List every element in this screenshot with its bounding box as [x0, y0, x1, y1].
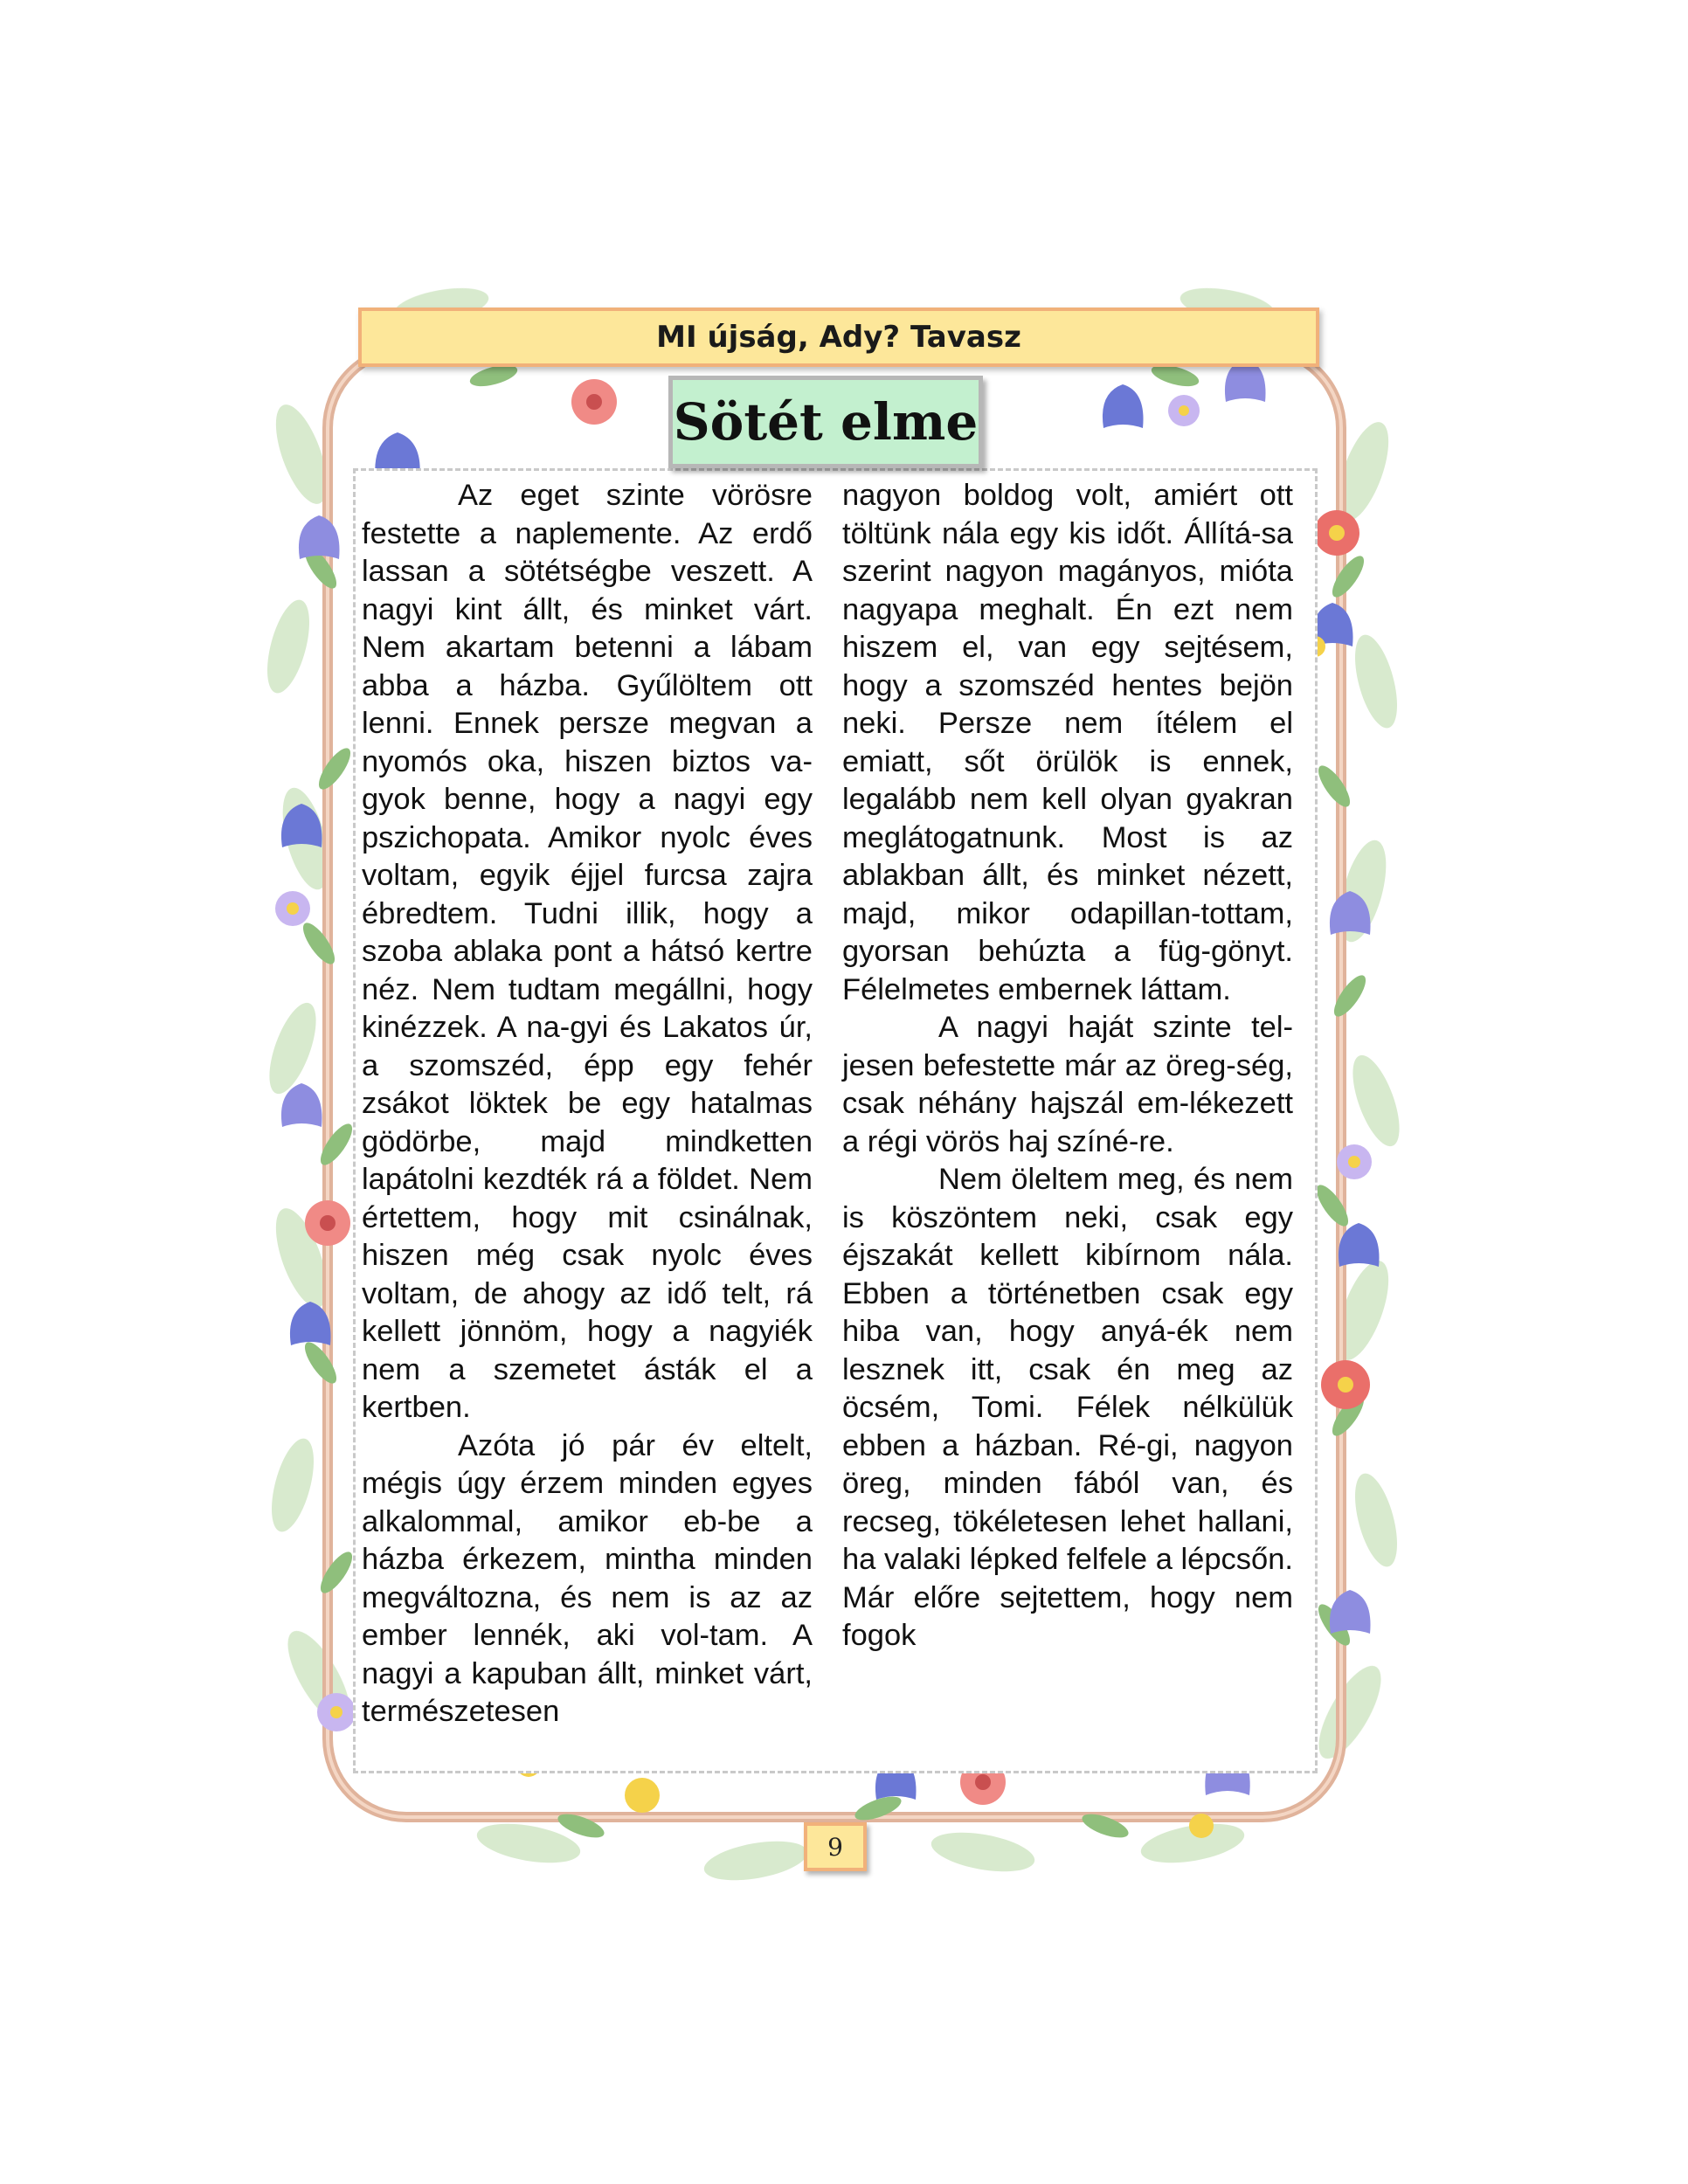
magazine-header-label: MI újság, Ady? Tavasz [656, 320, 1021, 355]
paragraph: nagyon boldog volt, amiért ott töltünk nála egy kis időt. Állítá-sa szerint nagyon magányos, mióta nagyapa meghalt. Én ezt nem hiszem el, van egy sejtésem, hogy a szomszéd hentes bejön neki. Persze nem ítélem el emiatt, sőt örülök is ennek, legalább nem kell olyan gyakran meglátogatnunk. Most is az ablakban állt, és minket nézett, majd, mikor odapillan-tottam, gyorsan behúzta a füg-gönyt. Félelmetes embernek láttam. [842, 479, 1293, 1006]
paragraph: A nagyi haját szinte tel-jesen befestette már az öreg-ség, csak néhány hajszál em-lékezett a régi vörös haj színé-re. [842, 1011, 1293, 1158]
paragraph: Az eget szinte vörösre festette a naplemente. Az erdő lassan a sötétségbe veszett. A nagyi kint állt, és minket várt. Nem akartam betenni a lábam abba a házba. Gyűlöltem ott lenni. Ennek persze megvan a nyomós oka, hiszen biztos va-gyok benne, hogy a nagyi egy pszichopata. Amikor nyolc éves voltam, egyik éjjel furcsa zajra ébredtem. Tudni illik, hogy a szoba ablaka pont a hátsó kertre néz. Nem tudtam megállni, hogy kinézzek. A na-gyi és Lakatos úr, a szomszéd, épp egy fehér zsákot löktek be egy hatalmas gödörbe, majd mindketten lapátolni kezdték rá a földet. Nem értettem, hogy mit csinálnak, hiszen még csak nyolc éves voltam, de ahogy az idő telt, rá kellett jönnöm, hogy a nagyiék nem a szemetet ásták el a kertben. [362, 479, 813, 1424]
paragraph: Nem öleltem meg, és nem is köszöntem neki, csak egy éjszakát kellett kibírnom nála. Ebben a történetben csak egy hiba van, hogy anyá-ék nem lesznek itt, csak én meg az öcsém, Tomi. Félek nélkülük ebben a házban. Ré-gi, nagyon öreg, minden fából van, és recseg, tökéletesen lehet hallani, ha valaki lépked felfele a lépcsőn. Már előre sejtettem, hogy nem fogok [842, 1163, 1293, 1652]
magazine-header [358, 308, 1319, 367]
article-title-box [668, 376, 983, 468]
page-number: 9 [804, 1822, 867, 1871]
paragraph: Azóta jó pár év eltelt, mégis úgy érzem minden egyes alkalommal, amikor eb-be a házba érkezem, mintha minden megváltozna, és nem is az az ember lennék, aki vol-tam. A nagyi a kapuban állt, minket várt, természetesen [362, 1428, 813, 1728]
article-title: Sötét elme [673, 392, 979, 452]
article-column-right [842, 477, 1293, 1655]
article-column-left [362, 477, 813, 1731]
